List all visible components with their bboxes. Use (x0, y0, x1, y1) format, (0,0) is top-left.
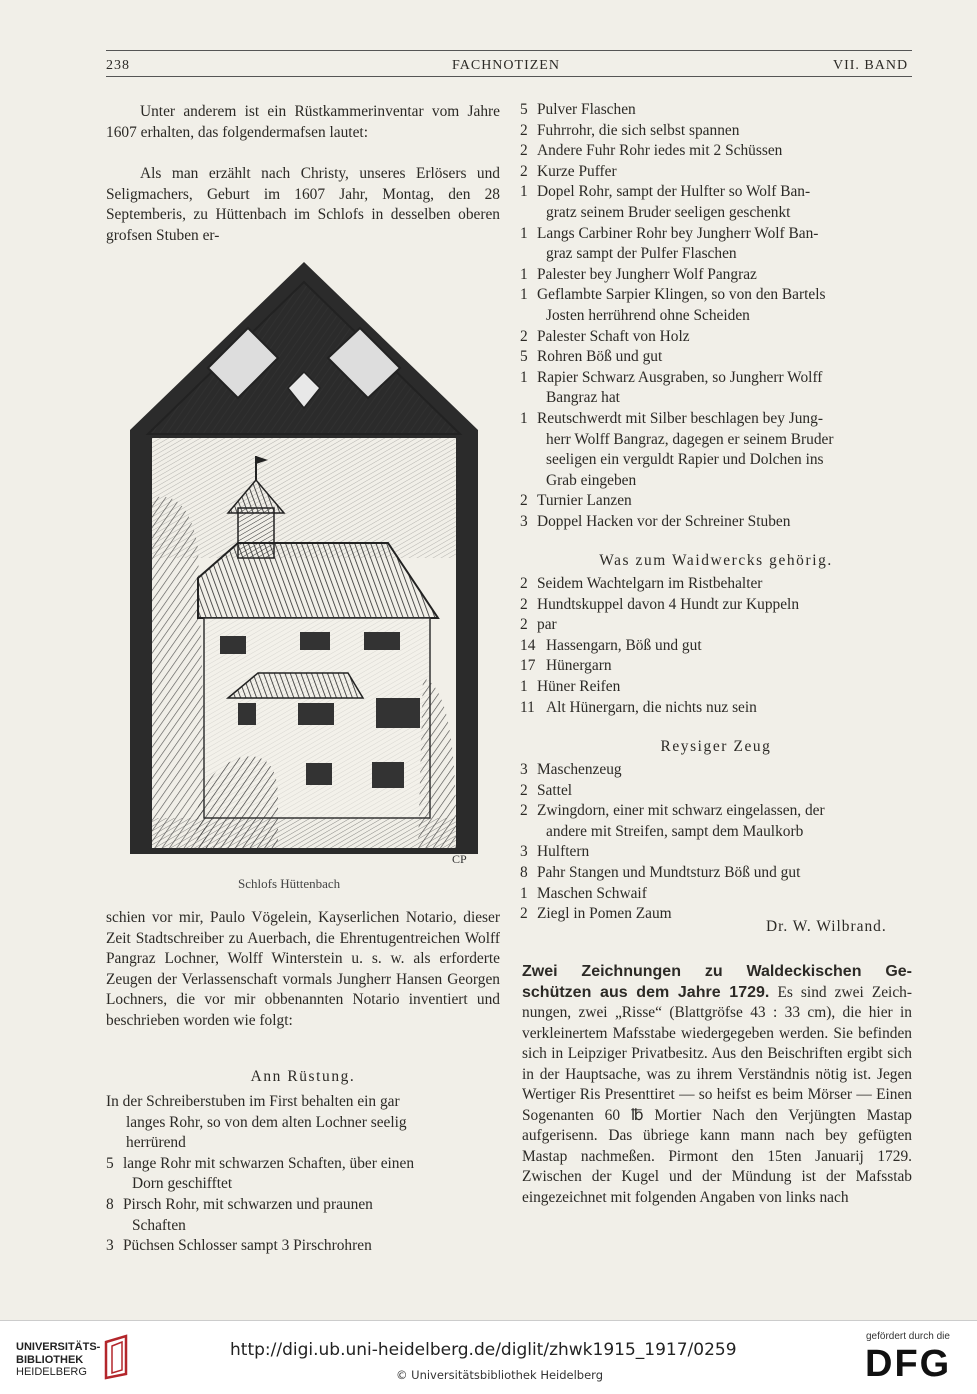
item-text-line: Andere Fuhr Rohr iedes mit 2 Schüssen (537, 142, 783, 160)
article-heading-line2: schützen aus dem Jahre 1729. (522, 983, 770, 1001)
item-quantity: 1 (520, 368, 528, 386)
item-quantity: 1 (520, 183, 528, 201)
reysiger-inventory-list (520, 760, 912, 925)
dfg-logo: DFG (865, 1343, 952, 1385)
list-item (520, 615, 912, 636)
list-item (520, 574, 912, 595)
item-text-line: Grab eingeben (546, 471, 637, 489)
item-text-line: Geflambte Sarpier Klingen, so von den Bartels (537, 286, 826, 304)
list-item (520, 781, 912, 802)
item-text-line: gratz seinem Bruder seeligen geschenkt (546, 203, 791, 221)
permalink-url[interactable]: http://digi.ub.uni-heidelberg.de/diglit/zhwk1915_1917/0259 (230, 1340, 737, 1360)
section-title-waidwercks: Was zum Waidwercks gehörig. (599, 552, 833, 569)
list-item (520, 512, 912, 533)
item-quantity: 11 (520, 698, 535, 716)
list-item (520, 100, 912, 121)
item-text-line: Maschenzeug (537, 761, 622, 778)
article-body: nungen, zwei „Risse“ (Blattgröfse 43 : 33 cm), die hier in verkleinertem Mafsstabe wiedergegeben werden. Sie befinden sich in Leipziger Privatbesitz. Aus den Beischriften ergibt sich in der Hauptsache, was zu ihrem Verständnis nötig ist. Jegen Wertiger Ris Presenttiret — so heifst es beim Mörser — Einen Sogenanten 60 ℔ Mortier Nach den Verjüngten Mastap aufgerisenn. Das übriege kann mann nach bey gefügten Mastap nachmeßen. Pirmont den 15ten Januarij 1729. Zwischen der Kugel und der Mündung ist der Mafsstab eingezeichnet mit folgenden Angaben von links nach (522, 1004, 912, 1206)
list-item (520, 636, 912, 657)
item-quantity: 3 (520, 512, 528, 530)
intro-paragraph-2: Als man erzählt nach Christy, unseres Erlösers und Seligmachers, Geburt im 1607 Jahr, Montag, den 28 Septemberis, zu Hüttenbach im Schlofs in desselben oberen grofsen Stuben er- (106, 165, 500, 244)
item-text-line: seeligen ein verguldt Rapier und Dolchen ins (546, 451, 824, 469)
section-title-reysiger-zeug: Reysiger Zeug (660, 738, 772, 755)
item-quantity: 2 (520, 492, 528, 510)
list-item: 8 Pirsch Rohr, mit schwarzen und praunen Schaften (106, 1195, 373, 1234)
funding-note: gefördert durch die (866, 1331, 950, 1342)
list-item (520, 121, 912, 142)
list-item: 5 lange Rohr mit schwarzen Schaften, über einen Dorn geschifftet (106, 1154, 415, 1193)
volume-label: VII. BAND (833, 58, 909, 73)
item-text-line: Hulftern (537, 843, 590, 861)
item-quantity: 1 (520, 409, 528, 427)
item-quantity: 2 (520, 802, 528, 820)
right-inventory-list (520, 100, 912, 532)
item-text-line: Alt Hünergarn, die nichts nuz sein (546, 698, 757, 716)
item-text-line: Kurze Puffer (537, 162, 617, 180)
item-text-line: graz sampt der Pulfer Flaschen (546, 245, 737, 263)
item-text-line: Palester Schaft von Holz (537, 327, 690, 345)
item-quantity: 2 (520, 575, 528, 592)
item-quantity: 2 (520, 162, 528, 180)
running-title: FACHNOTIZEN (452, 58, 560, 73)
item-text-line: Seidem Wachtelgarn im Ristbehalter (537, 575, 763, 592)
list-item (520, 409, 912, 491)
item-text-line: Rohren Böß und gut (537, 348, 663, 366)
list-item (520, 327, 912, 348)
copyright-notice: © Universitätsbibliothek Heidelberg (396, 1368, 604, 1382)
item-text-line: Hünergarn (546, 657, 612, 675)
item-text-line: Turnier Lanzen (537, 492, 632, 510)
item-quantity: 8 (520, 863, 528, 881)
item-quantity: 2 (520, 327, 528, 345)
left-continuation-paragraph: schien vor mir, Paulo Vögelein, Kayserlichen Notario, dieser Zeit Stadtschreiber zu Auerbach, die Ehrentugentreichen Wolff Pangraz Lochner, Wolff Winterstein u. s. w. als erforderte Zeugen der Verlassenschaft vormals Jungherr Hansen Georgen Lochners, die vor mir obbenannten Notario inventiert und beschrieben worden wie folgt: (106, 909, 500, 1029)
list-item (520, 141, 912, 162)
item-quantity: 2 (520, 121, 528, 139)
item-text-line: Doppel Hacken vor der Schreiner Stuben (537, 512, 791, 530)
item-quantity: 1 (520, 884, 528, 902)
list-item (520, 595, 912, 616)
item-text-line: Hüner Reifen (537, 677, 621, 695)
item-quantity: 3 (520, 843, 528, 861)
item-text-line: Bangraz hat (546, 389, 620, 407)
item-text-line: Sattel (537, 781, 573, 799)
item-quantity: 2 (520, 595, 528, 613)
list-item: 3 Püchsen Schlosser sampt 3 Pirschrohren (106, 1237, 372, 1255)
list-item (520, 884, 912, 905)
item-text-line: Reutschwerdt mit Silber beschlagen bey Jung- (537, 409, 823, 427)
list-item: In der Schreiberstuben im First behalten ein gar langes Rohr, so von dem alten Lochner seelig herrürend (106, 1093, 407, 1152)
header-rule-bottom (106, 76, 912, 77)
artist-monogram: CP (452, 852, 467, 866)
item-text-line: herr Wolff Bangraz, dagegen er seinem Bruder (546, 430, 834, 448)
item-quantity: 2 (520, 905, 528, 923)
item-quantity: 2 (520, 142, 528, 160)
item-text-line: Fuhrrohr, die sich selbst spannen (537, 121, 740, 139)
item-quantity: 5 (520, 101, 528, 118)
item-quantity: 17 (520, 657, 536, 675)
item-text-line: Hassengarn, Böß und gut (546, 636, 702, 654)
item-text-line: Pahr Stangen und Mundtsturz Böß und gut (537, 863, 801, 881)
item-quantity: 1 (520, 677, 528, 695)
item-quantity: 14 (520, 636, 536, 654)
item-text-line: par (537, 616, 557, 634)
item-quantity: 3 (520, 761, 528, 778)
item-text-line: andere mit Streifen, sampt dem Maulkorb (546, 822, 804, 840)
item-quantity: 1 (520, 265, 528, 283)
list-item (520, 863, 912, 884)
left-inventory-list (106, 1092, 502, 1257)
list-item (520, 347, 912, 368)
list-item (520, 224, 912, 265)
section-title-ann-ruestung: Ann Rüstung. (250, 1068, 356, 1085)
item-quantity: 5 (520, 348, 528, 366)
item-quantity: 1 (520, 224, 528, 242)
list-item (520, 801, 912, 842)
list-item (520, 265, 912, 286)
item-text-line: Zwingdorn, einer mit schwarz eingelassen, der (537, 802, 825, 820)
item-text-line: Langs Carbiner Rohr bey Jungherr Wolf Ban- (537, 224, 819, 242)
article-block: Zwei Zeichnungen zu Waldeckischen Ge- schützen aus dem Jahre 1729. Es sind zwei Zeich- nungen, zwei „Risse“ (Blattgröfse 43 : 33 cm), die hier in verkleinertem Mafsstabe wiedergegeben werden. Sie befinden sich in Leipziger Privatbesitz. Aus den Beischriften ergibt sich in der Hauptsache, was zu ihrem Verständnis nötig ist. Jegen Wertiger Ris Presenttiret — so heifst es beim Mörser — Einen Sogenanten 60 ℔ Mortier Nach den Verjüngten Mastap aufgerisenn. Das übriege kann mann nach bey gefügten Mastap nachmeßen. Pirmont den 15ten Januarij 1729. Zwischen der Kugel und der Mündung ist der Mafsstab eingezeichnet mit folgenden Angaben von links nach (522, 963, 912, 1206)
waid-inventory-list (520, 574, 912, 718)
article-heading-line1: Zwei Zeichnungen zu Waldeckischen Ge- (522, 963, 912, 980)
list-item (520, 285, 912, 326)
item-text-line: Ziegl in Pomen Zaum (537, 905, 672, 923)
item-text-line: Palester bey Jungherr Wolf Pangraz (537, 265, 757, 283)
item-text-line: Dopel Rohr, sampt der Hulfter so Wolf Ban- (537, 183, 811, 201)
list-item (520, 656, 912, 677)
library-logo-icon (100, 1334, 134, 1380)
item-quantity: 2 (520, 781, 528, 799)
list-item (520, 491, 912, 512)
castle-illustration (128, 258, 480, 872)
item-text-line: Rapier Schwarz Ausgraben, so Jungherr Wolff (537, 368, 823, 386)
item-text-line: Pulver Flaschen (537, 101, 636, 118)
item-text-line: Maschen Schwaif (537, 884, 647, 902)
list-item (520, 760, 912, 781)
list-item (520, 842, 912, 863)
item-text-line: Josten herrührend ohne Scheiden (546, 306, 750, 324)
list-item (520, 698, 912, 719)
intro-paragraph-1: Unter anderem ist ein Rüstkammerinventar vom Jahre 1607 erhalten, das folgendermafsen lautet: (106, 103, 500, 141)
list-item (520, 368, 912, 409)
figure-caption: Schlofs Hüttenbach (238, 876, 341, 891)
page-number: 238 (106, 58, 130, 73)
list-item (520, 182, 912, 223)
list-item (520, 677, 912, 698)
header-rule-top (106, 50, 912, 51)
list-item (520, 162, 912, 183)
item-quantity: 1 (520, 286, 528, 304)
item-quantity: 2 (520, 616, 528, 634)
author-signature: Dr. W. Wilbrand. (766, 918, 887, 935)
library-logo-text: UNIVERSITÄTS- BIBLIOTHEK HEIDELBERG (16, 1341, 101, 1378)
item-text-line: Hundtskuppel davon 4 Hundt zur Kuppeln (537, 595, 800, 613)
